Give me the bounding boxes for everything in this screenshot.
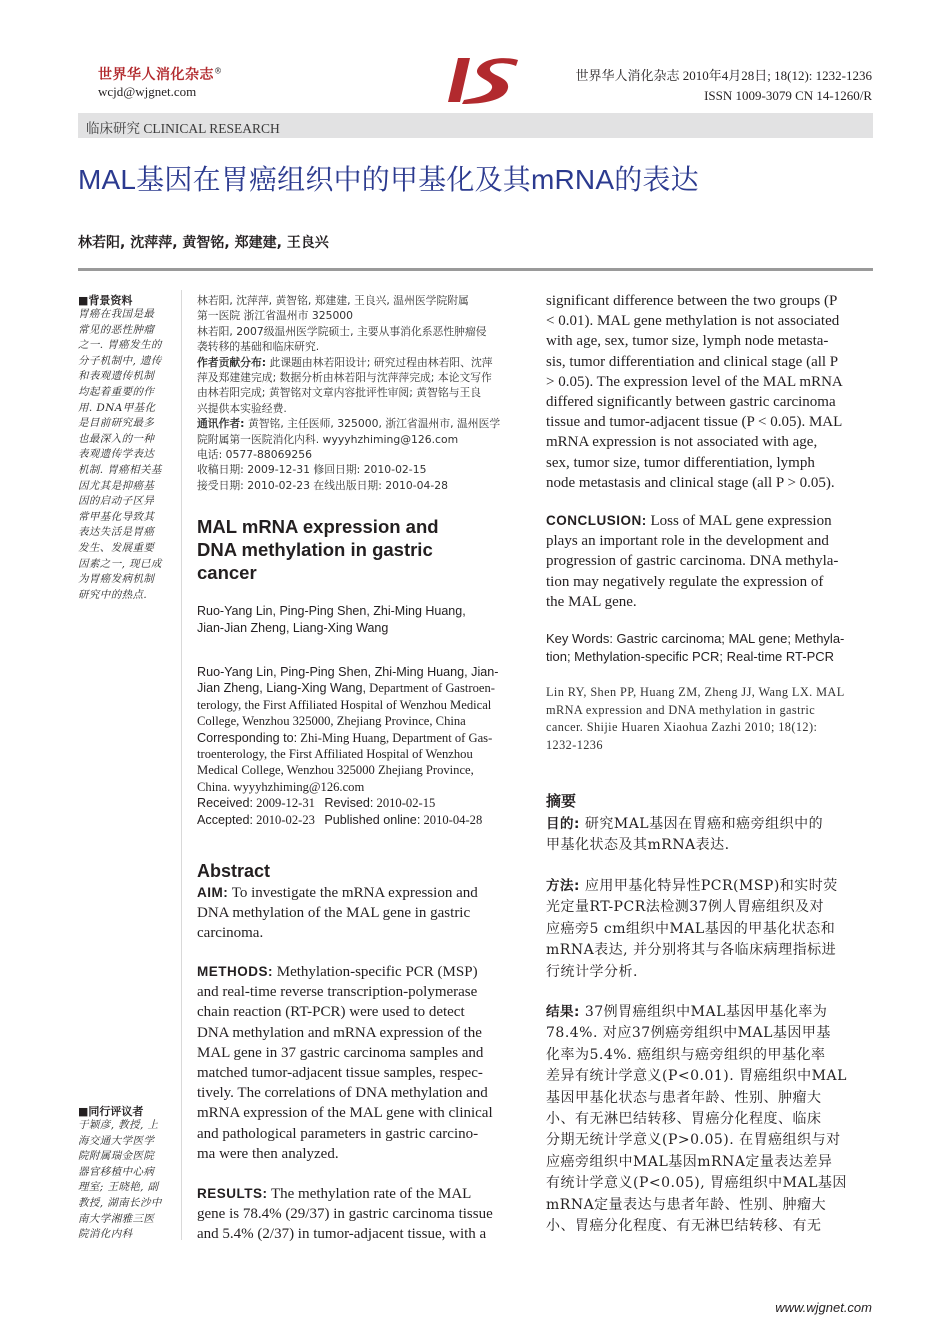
cn-received: 收稿日期: 2009-12-31 修回日期: 2010-02-15 bbox=[197, 463, 427, 477]
methods-text: matched tumor-adjacent tissue samples, respec- bbox=[197, 1065, 483, 1082]
conclusion-text: Loss of MAL gene expression bbox=[646, 513, 832, 529]
english-title-line: cancer bbox=[197, 562, 257, 583]
corresponding-text: Zhi-Ming Huang, Department of Gas- bbox=[297, 730, 493, 745]
sidebar-line: 机制. 胃癌相关基 bbox=[78, 463, 162, 476]
sidebar-line: 表达失活是胃癌 bbox=[78, 526, 155, 539]
conclusion-label: CONCLUSION: bbox=[546, 513, 647, 528]
zh-methods-label: 方法: bbox=[546, 878, 580, 894]
sidebar-line: 教授, 湖南长沙中 bbox=[78, 1196, 162, 1209]
footer-url[interactable]: www.wjgnet.com bbox=[775, 1300, 872, 1315]
zh-methods bbox=[546, 876, 873, 983]
revised-date: 2010-02-15 bbox=[373, 796, 436, 811]
zh-results-text: 有统计学意义(P<0.05), 胃癌组织中MAL基因 bbox=[546, 1175, 847, 1192]
publisher-logo-icon bbox=[444, 54, 520, 106]
registered-mark: ® bbox=[214, 66, 223, 76]
sidebar-line: 为胃癌发病机制 bbox=[78, 573, 155, 586]
methods-text: Methylation-specific PCR (MSP) bbox=[273, 964, 478, 980]
abstract-conclusion bbox=[546, 511, 873, 612]
abstract-heading: Abstract bbox=[197, 861, 271, 881]
sidebar-line: 均起着重要的作 bbox=[78, 385, 155, 398]
sidebar-line: 理室; 王晓艳, 副 bbox=[78, 1181, 159, 1194]
affiliation-names: Ruo-Yang Lin, Ping-Ping Shen, Zhi-Ming Huang, Jian- bbox=[197, 665, 499, 679]
affiliation-dept: College, Wenzhou 325000, Zhejiang Province, China bbox=[197, 714, 466, 729]
cn-contrib-text: 兴提供本实验经费. bbox=[197, 401, 287, 415]
keywords bbox=[546, 630, 873, 666]
sidebar-line: 因的启动子区异 bbox=[78, 495, 155, 508]
journal-logo-text: 世界华人消化杂志 bbox=[98, 67, 214, 83]
aim-text: DNA methylation of the MAL gene in gastric bbox=[197, 905, 471, 922]
citation-line: 1232-1236 bbox=[546, 737, 603, 752]
sidebar-line: 常甲基化导致其 bbox=[78, 510, 155, 523]
methods-text: and pathological parameters in gastric carcino- bbox=[197, 1125, 479, 1142]
aim-text: carcinoma. bbox=[197, 925, 264, 942]
zh-results-text: mRNA定量表达与患者年龄、性别、肿瘤大 bbox=[546, 1196, 827, 1213]
zh-results-text: 37例胃癌组织中MAL基因甲基化率为 bbox=[579, 1004, 828, 1020]
sidebar-line: 是目前研究最多 bbox=[78, 417, 155, 430]
zh-methods-text: 应用甲基化特异性PCR(MSP)和实时荧 bbox=[579, 878, 838, 894]
cn-contrib-text: 萍及郑建建完成; 数据分析由林若阳与沈萍萍完成; 本论文写作 bbox=[197, 371, 492, 385]
sidebar-line: 也最深入的一种 bbox=[78, 432, 155, 445]
corresponding-email[interactable]: China. wyyyhzhiming@126.com bbox=[197, 779, 365, 794]
keywords-line: tion; Methylation-specific PCR; Real-time RT-PCR bbox=[546, 649, 835, 664]
sidebar-line: 院附属瑞金医院 bbox=[78, 1150, 155, 1163]
abstract-results bbox=[197, 1184, 526, 1245]
column-divider bbox=[181, 290, 182, 1240]
zh-aim bbox=[546, 814, 873, 857]
zh-methods-text: 应癌旁5 cm组织中MAL基因的甲基化状态和 bbox=[546, 920, 836, 937]
affiliation-block bbox=[197, 664, 526, 828]
sidebar-reviewer-heading: ■同行评议者 bbox=[78, 1105, 144, 1118]
zh-aim-text: 甲基化状态及其mRNA表达. bbox=[546, 837, 730, 854]
zh-results-text: 差异有统计学意义(P<0.01). 胃癌组织中MAL bbox=[546, 1068, 847, 1085]
methods-text: chain reaction (RT-PCR) were used to detect bbox=[197, 1004, 465, 1021]
results-text: differed significantly between gastric carcinoma bbox=[546, 394, 836, 411]
results-text: node metastasis and clinical stage (all P > 0.05). bbox=[546, 474, 835, 491]
authors-cn: 林若阳, 沈萍萍, 黄智铭, 郑建建, 王良兴 bbox=[78, 235, 329, 251]
journal-logo bbox=[98, 64, 223, 84]
zh-results-text: 基因甲基化状态与患者年龄、性别、肿瘤大 bbox=[546, 1089, 822, 1106]
results-text: mRNA expression is not associated with age, bbox=[546, 434, 818, 451]
sidebar-line: 表观遗传学表达 bbox=[78, 448, 155, 461]
cn-info-line: 袭转移的基础和临床研究. bbox=[197, 340, 320, 354]
zh-results bbox=[546, 1002, 873, 1237]
english-authors-line: Ruo-Yang Lin, Ping-Ping Shen, Zhi-Ming Huang, bbox=[197, 604, 466, 618]
cn-info-line: 林若阳, 2007级温州医学院硕士, 主要从事消化系恶性肿瘤侵 bbox=[197, 324, 487, 338]
how-to-cite bbox=[546, 684, 873, 754]
citation-line-2: ISSN 1009-3079 CN 14-1260/R bbox=[704, 88, 872, 103]
zh-results-text: 分期无统计学意义(P>0.05). 在胃癌组织与对 bbox=[546, 1132, 841, 1149]
zh-methods-text: 光定量RT-PCR法检测37例人胃癌组织及对 bbox=[546, 899, 825, 916]
aim-label: AIM: bbox=[197, 885, 229, 900]
sidebar-reviewer-text bbox=[78, 1118, 182, 1243]
zh-aim-text: 研究MAL基因在胃癌和癌旁组织中的 bbox=[579, 816, 824, 832]
sidebar-line: 分子机制中, 遗传 bbox=[78, 354, 162, 367]
sidebar-line: 海交通大学医学 bbox=[78, 1134, 155, 1147]
zh-results-text: 78.4%. 对应37例癌旁组织中MAL基因甲基 bbox=[546, 1025, 831, 1042]
cn-contrib-label: 作者贡献分布: bbox=[197, 355, 267, 369]
methods-label: METHODS: bbox=[197, 964, 273, 979]
citation-line: cancer. Shijie Huaren Xiaohua Zazhi 2010; 18(12): bbox=[546, 720, 818, 735]
received-label: Received: bbox=[197, 796, 254, 811]
methods-text: ma were then analyzed. bbox=[197, 1145, 339, 1162]
cn-info-line: 第一医院 浙江省温州市 325000 bbox=[197, 309, 354, 323]
sidebar-line: 因素之一, 现已成 bbox=[78, 557, 162, 570]
section-band bbox=[78, 113, 873, 138]
english-authors bbox=[197, 603, 526, 637]
abstract-aim bbox=[197, 883, 526, 944]
keywords-line: Key Words: Gastric carcinoma; MAL gene; Methyla- bbox=[546, 631, 845, 646]
sidebar-line: 和表观遗传机制 bbox=[78, 370, 155, 383]
accepted-label: Accepted: bbox=[197, 812, 254, 827]
results-text: and 5.4% (2/37) in tumor-adjacent tissue, with a bbox=[197, 1226, 487, 1243]
affiliation-names: Jian Zheng, Liang-Xing Wang, bbox=[197, 681, 366, 696]
results-text: The methylation rate of the MAL bbox=[267, 1186, 472, 1202]
zh-abstract-heading: 摘要 bbox=[546, 792, 577, 810]
zh-results-text: 应癌旁组织中MAL基因mRNA定量表达差异 bbox=[546, 1153, 833, 1170]
results-text: sex, tumor size, tumor differentiation, lymph bbox=[546, 454, 815, 471]
cn-contrib-text: 由林若阳完成; 黄智铭对文章内容批评性审阅; 黄智铭与王良 bbox=[197, 386, 482, 400]
sidebar-line: 发生、发展重要 bbox=[78, 541, 155, 554]
published-date: 2010-04-28 bbox=[420, 812, 483, 827]
zh-results-label: 结果: bbox=[546, 1004, 580, 1020]
english-title-line: DNA methylation in gastric bbox=[197, 539, 433, 560]
citation-line: mRNA expression and DNA methylation in gastric bbox=[546, 702, 816, 717]
sidebar-line: 于颖彦, 教授, 上 bbox=[78, 1119, 159, 1131]
received-date: 2009-12-31 bbox=[253, 796, 315, 811]
corresponding-label: Corresponding to: bbox=[197, 730, 298, 745]
sidebar-line: 常见的恶性肿瘤 bbox=[78, 323, 155, 336]
cn-contrib-text: 此课题由林若阳设计; 研究过程由林若阳、沈萍 bbox=[266, 355, 493, 369]
cn-corr-label: 通讯作者: bbox=[197, 417, 245, 431]
methods-text: MAL gene in 37 gastric carcinoma samples and bbox=[197, 1044, 484, 1061]
english-title bbox=[197, 515, 526, 584]
results-label: RESULTS: bbox=[197, 1186, 268, 1201]
zh-results-text: 小、有无淋巴结转移、胃癌分化程度、临床 bbox=[546, 1111, 822, 1128]
abstract-results-continued bbox=[546, 291, 873, 493]
cn-corr-text: 院附属第一医院消化内科. wyyyhzhiming@126.com bbox=[197, 432, 459, 446]
article-title: MAL基因在胃癌组织中的甲基化及其mRNA的表达 bbox=[78, 164, 699, 195]
conclusion-text: tion may negatively regulate the expression of bbox=[546, 573, 824, 590]
abstract-methods bbox=[197, 962, 526, 1164]
methods-text: DNA methylation and mRNA expression of the bbox=[197, 1024, 482, 1041]
zh-methods-text: mRNA表达, 并分别将其与各临床病理指标进 bbox=[546, 942, 837, 959]
results-text: gene is 78.4% (29/37) in gastric carcinoma tissue bbox=[197, 1206, 493, 1223]
english-authors-line: Jian-Jian Zheng, Liang-Xing Wang bbox=[197, 621, 389, 635]
sidebar-line: 研究中的热点. bbox=[78, 588, 148, 601]
citation-line-1: 世界华人消化杂志 2010年4月28日; 18(12): 1232-1236 bbox=[575, 68, 872, 83]
sidebar-line: 器官移植中心病 bbox=[78, 1165, 155, 1178]
sidebar-line: 院消化内科 bbox=[78, 1228, 133, 1241]
sidebar-line: 因尤其是抑癌基 bbox=[78, 479, 155, 492]
results-text: > 0.05). The expression level of the MAL mRNA bbox=[546, 373, 843, 390]
sidebar-background-heading: ■背景资料 bbox=[78, 294, 133, 307]
english-title-line: MAL mRNA expression and bbox=[197, 516, 439, 537]
citation-line: Lin RY, Shen PP, Huang ZM, Zheng JJ, Wang LX. MAL bbox=[546, 685, 845, 699]
sidebar-line: 之一. 胃癌发生的 bbox=[78, 339, 162, 352]
conclusion-text: the MAL gene. bbox=[546, 593, 637, 610]
conclusion-text: progression of gastric carcinoma. DNA methyla- bbox=[546, 553, 839, 570]
results-text: with age, sex, tumor size, lymph node metasta- bbox=[546, 333, 829, 350]
zh-aim-label: 目的: bbox=[546, 816, 580, 832]
results-text: significant difference between the two groups (P bbox=[546, 293, 838, 309]
cn-corr-text: 黄智铭, 主任医师, 325000, 浙江省温州市, 温州医学 bbox=[244, 417, 501, 431]
section-label: 临床研究 CLINICAL RESEARCH bbox=[86, 121, 280, 136]
zh-results-text: 化率为5.4%. 癌组织与癌旁组织的甲基化率 bbox=[546, 1046, 826, 1063]
cn-phone: 电话: 0577-88069256 bbox=[197, 448, 312, 462]
corresponding-text: Medical College, Wenzhou 325000 Zhejiang Province, bbox=[197, 763, 474, 778]
cn-accepted: 接受日期: 2010-02-23 在线出版日期: 2010-04-28 bbox=[197, 478, 449, 492]
accepted-date: 2010-02-23 bbox=[253, 812, 315, 827]
cn-info-line: 林若阳, 沈萍萍, 黄智铭, 郑建建, 王良兴, 温州医学院附属 bbox=[197, 294, 469, 307]
cn-author-info bbox=[197, 293, 526, 493]
title-rule bbox=[78, 268, 873, 271]
published-label: Published online: bbox=[324, 812, 421, 827]
aim-text: To investigate the mRNA expression and bbox=[228, 885, 478, 901]
affiliation-dept: terology, the First Affiliated Hospital of Wenzhou Medical bbox=[197, 697, 492, 712]
methods-text: and real-time reverse transcription-polymerase bbox=[197, 984, 478, 1001]
sidebar-line: 胃癌在我国是最 bbox=[78, 308, 155, 320]
corresponding-text: troenterology, the First Affiliated Hospital of Wenzhou bbox=[197, 747, 473, 762]
sidebar-line: 用. DNA甲基化 bbox=[78, 401, 156, 414]
methods-text: mRNA expression of the MAL gene with clinical bbox=[197, 1105, 493, 1122]
header-email[interactable]: wcjd@wjgnet.com bbox=[98, 84, 197, 99]
affiliation-dept: Department of Gastroen- bbox=[365, 681, 495, 696]
results-text: tissue and tumor-adjacent tissue (P < 0.05). MAL bbox=[546, 414, 843, 431]
zh-results-text: 小、胃癌分化程度、有无淋巴结转移、有无 bbox=[546, 1218, 822, 1235]
results-text: < 0.01). MAL gene methylation is not associated bbox=[546, 313, 840, 330]
conclusion-text: plays an important role in the development and bbox=[546, 533, 829, 550]
sidebar-background-text bbox=[78, 307, 182, 603]
results-text: sis, tumor differentiation and clinical stage (all P bbox=[546, 353, 839, 370]
methods-text: tively. The correlations of DNA methylation and bbox=[197, 1085, 488, 1102]
zh-methods-text: 行统计学分析. bbox=[546, 963, 638, 980]
header-citation bbox=[576, 66, 872, 106]
revised-label: Revised: bbox=[324, 796, 374, 811]
sidebar-line: 南大学湘雅三医 bbox=[78, 1212, 155, 1225]
